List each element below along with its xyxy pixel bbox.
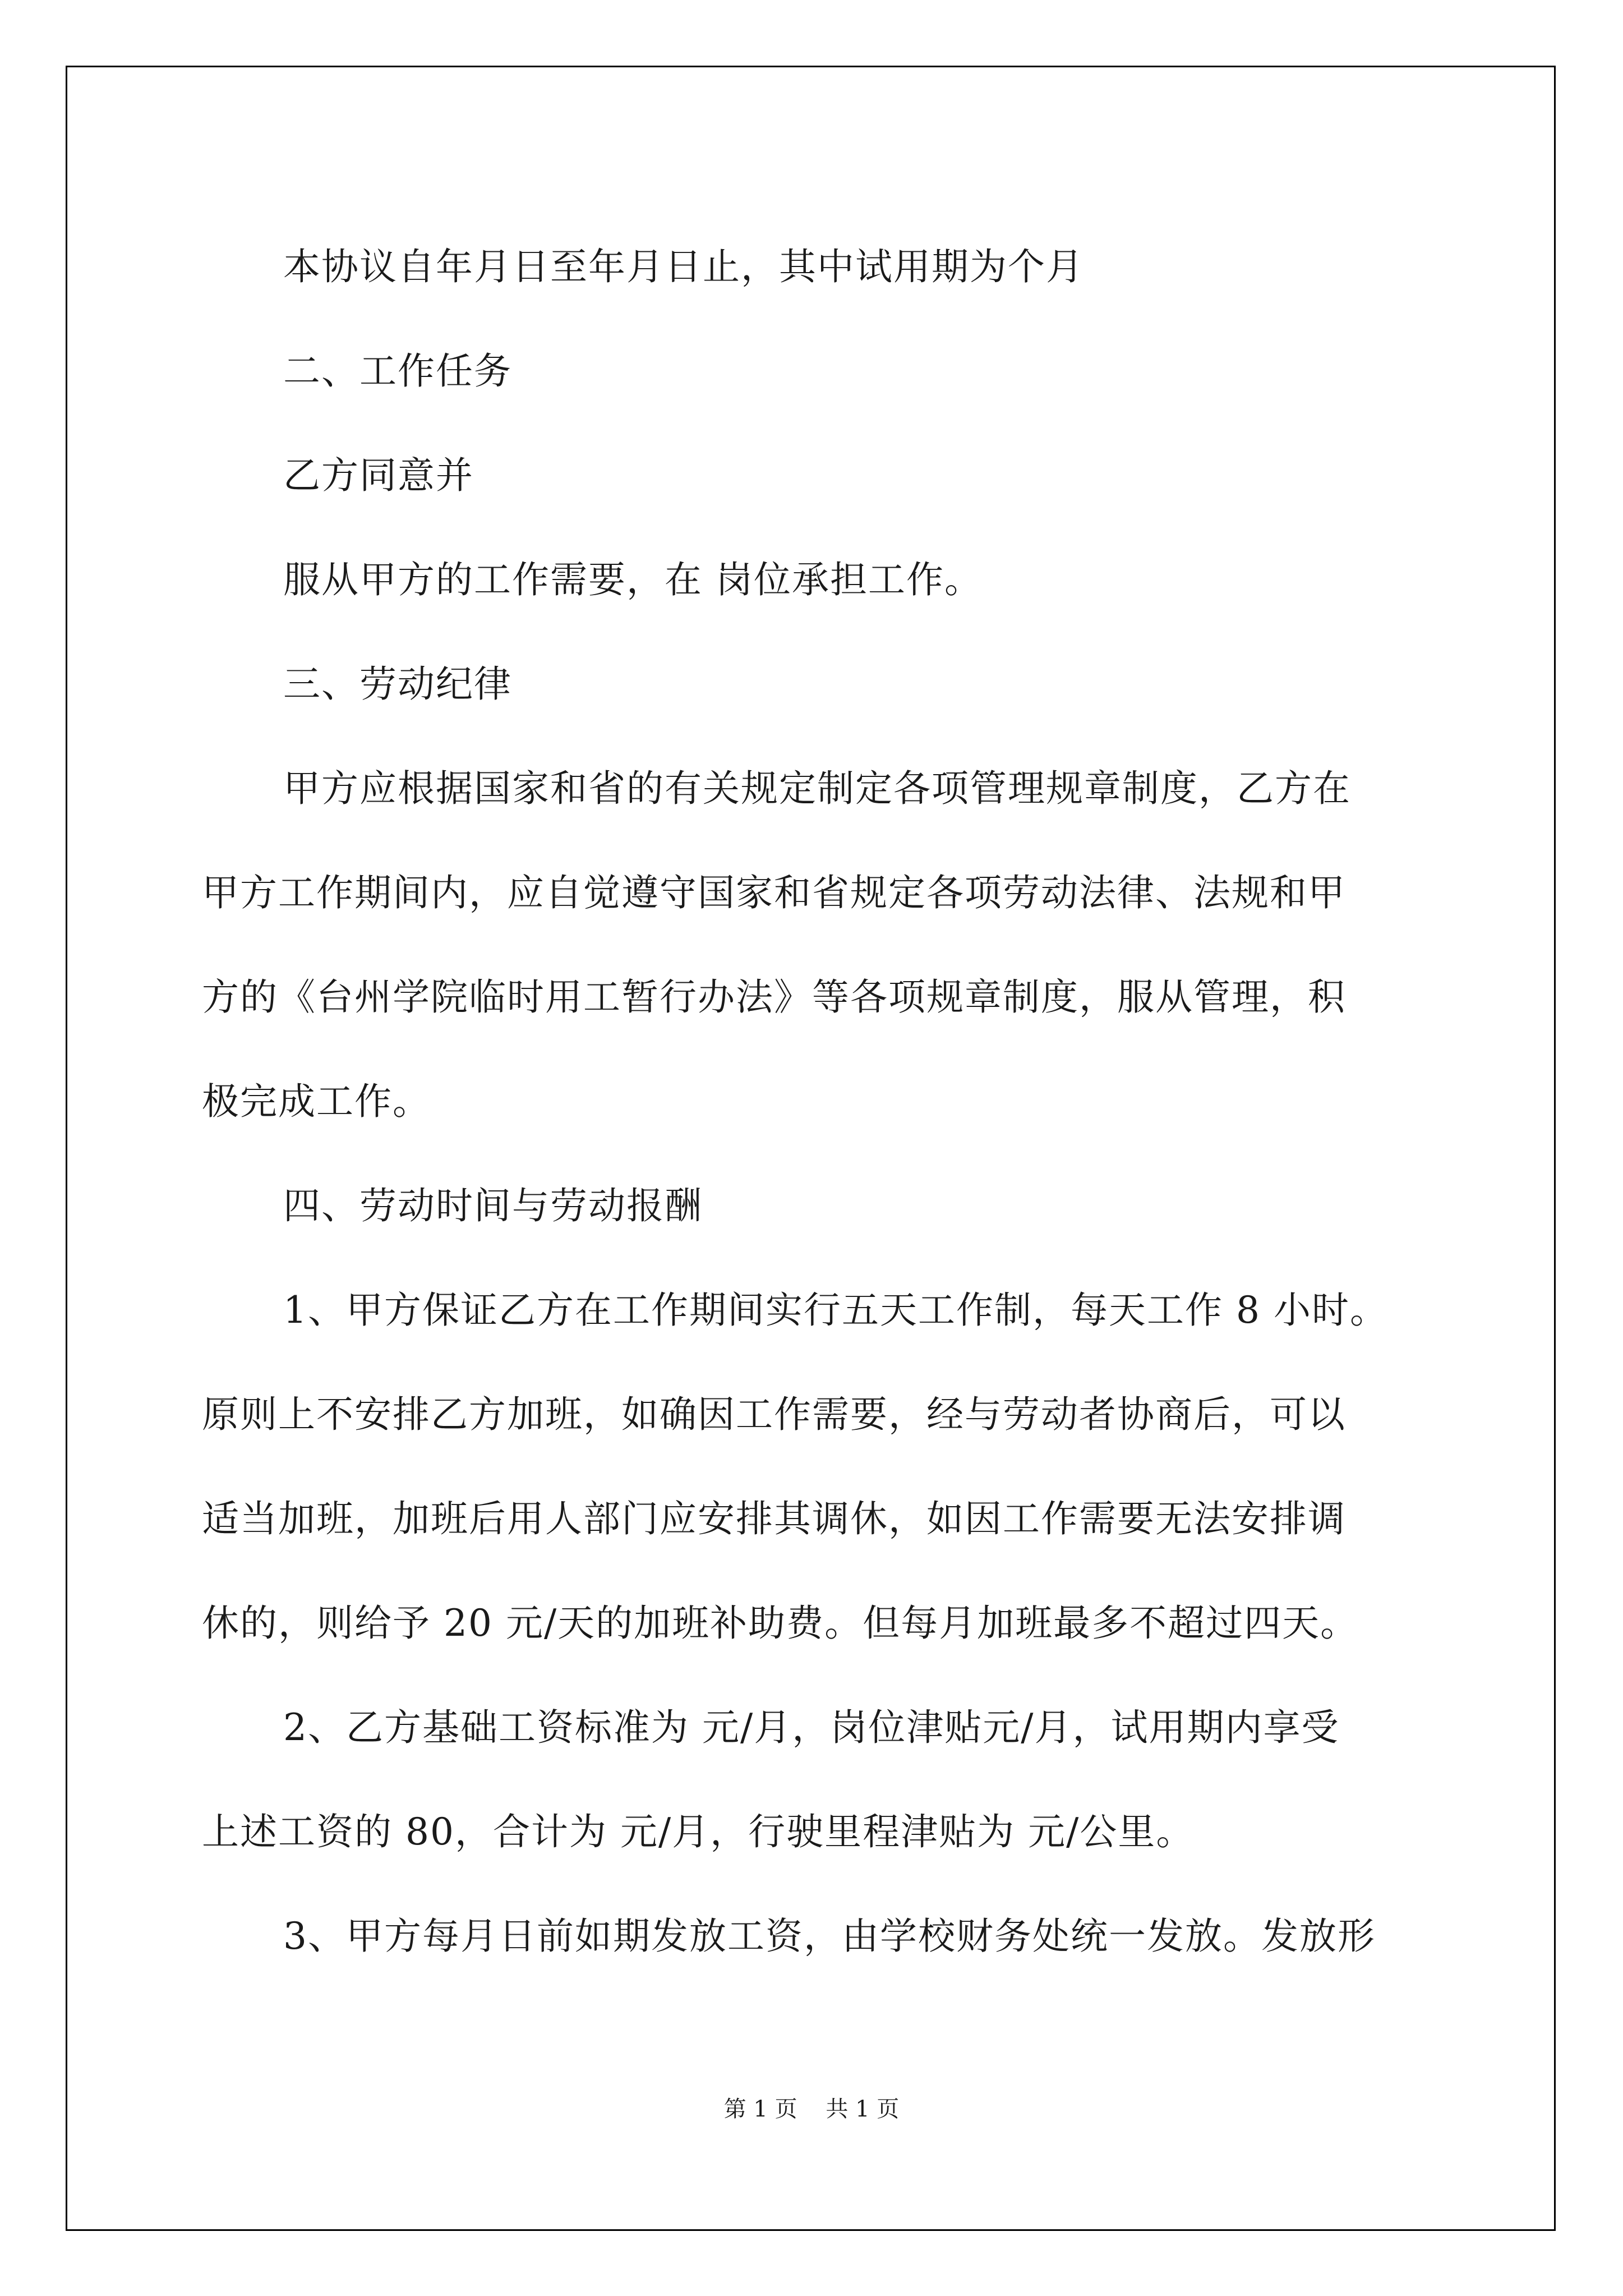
heading-work-tasks — [202, 319, 1453, 424]
paragraph-6 — [202, 737, 1453, 1154]
text-line: 上述工资的 80，合计为 元/月，行驶里程津贴为 元/公里。 — [202, 1810, 1195, 1853]
heading-labor-discipline — [202, 632, 1453, 737]
text-line: 1、甲方保证乙方在工作期间实行五天工作制，每天工作 8 小时。 — [283, 1289, 1388, 1332]
text-line: 甲方应根据国家和省的有关规定制定各项管理规章制度，乙方在 — [283, 767, 1351, 810]
text-line: 本协议自年月日至年月日止，其中试用期为个月 — [283, 245, 1084, 288]
paragraph-8 — [202, 1258, 1453, 1676]
text-line: 乙方同意并 — [283, 454, 474, 497]
text-line: 适当加班，加班后用人部门应安排其调休，如因工作需要无法安排调 — [202, 1497, 1346, 1540]
text-line: 四、劳动时间与劳动报酬 — [283, 1184, 703, 1227]
text-line: 原则上不安排乙方加班，如确因工作需要，经与劳动者协商后，可以 — [202, 1393, 1346, 1436]
text-line: 休的，则给予 20 元/天的加班补助费。但每月加班最多不超过四天。 — [202, 1602, 1359, 1645]
text-line: 方的《台州学院临时用工暂行办法》等各项规章制度，服从管理，积 — [202, 976, 1346, 1019]
paragraph-4 — [202, 528, 1453, 632]
text-line: 甲方工作期间内，应自觉遵守国家和省规定各项劳动法律、法规和甲 — [202, 871, 1346, 914]
paragraph-3 — [202, 424, 1453, 528]
paragraph-1 — [202, 215, 1453, 319]
text-line: 极完成工作。 — [202, 1080, 431, 1123]
heading-working-hours-pay — [202, 1154, 1453, 1258]
text-line: 三、劳动纪律 — [283, 662, 512, 706]
paragraph-9 — [202, 1676, 1453, 1884]
text-line: 服从甲方的工作需要，在 岗位承担工作。 — [283, 558, 983, 601]
text-line: 2、乙方基础工资标准为 元/月，岗位津贴元/月，试用期内享受 — [283, 1706, 1340, 1749]
text-line: 3、甲方每月日前如期发放工资，由学校财务处统一发放。发放形 — [283, 1915, 1376, 1958]
page-number-footer: 第 1 页 共 1 页 — [723, 2096, 900, 2122]
paragraph-10 — [202, 1884, 1453, 1989]
text-line: 二、工作任务 — [283, 349, 512, 393]
